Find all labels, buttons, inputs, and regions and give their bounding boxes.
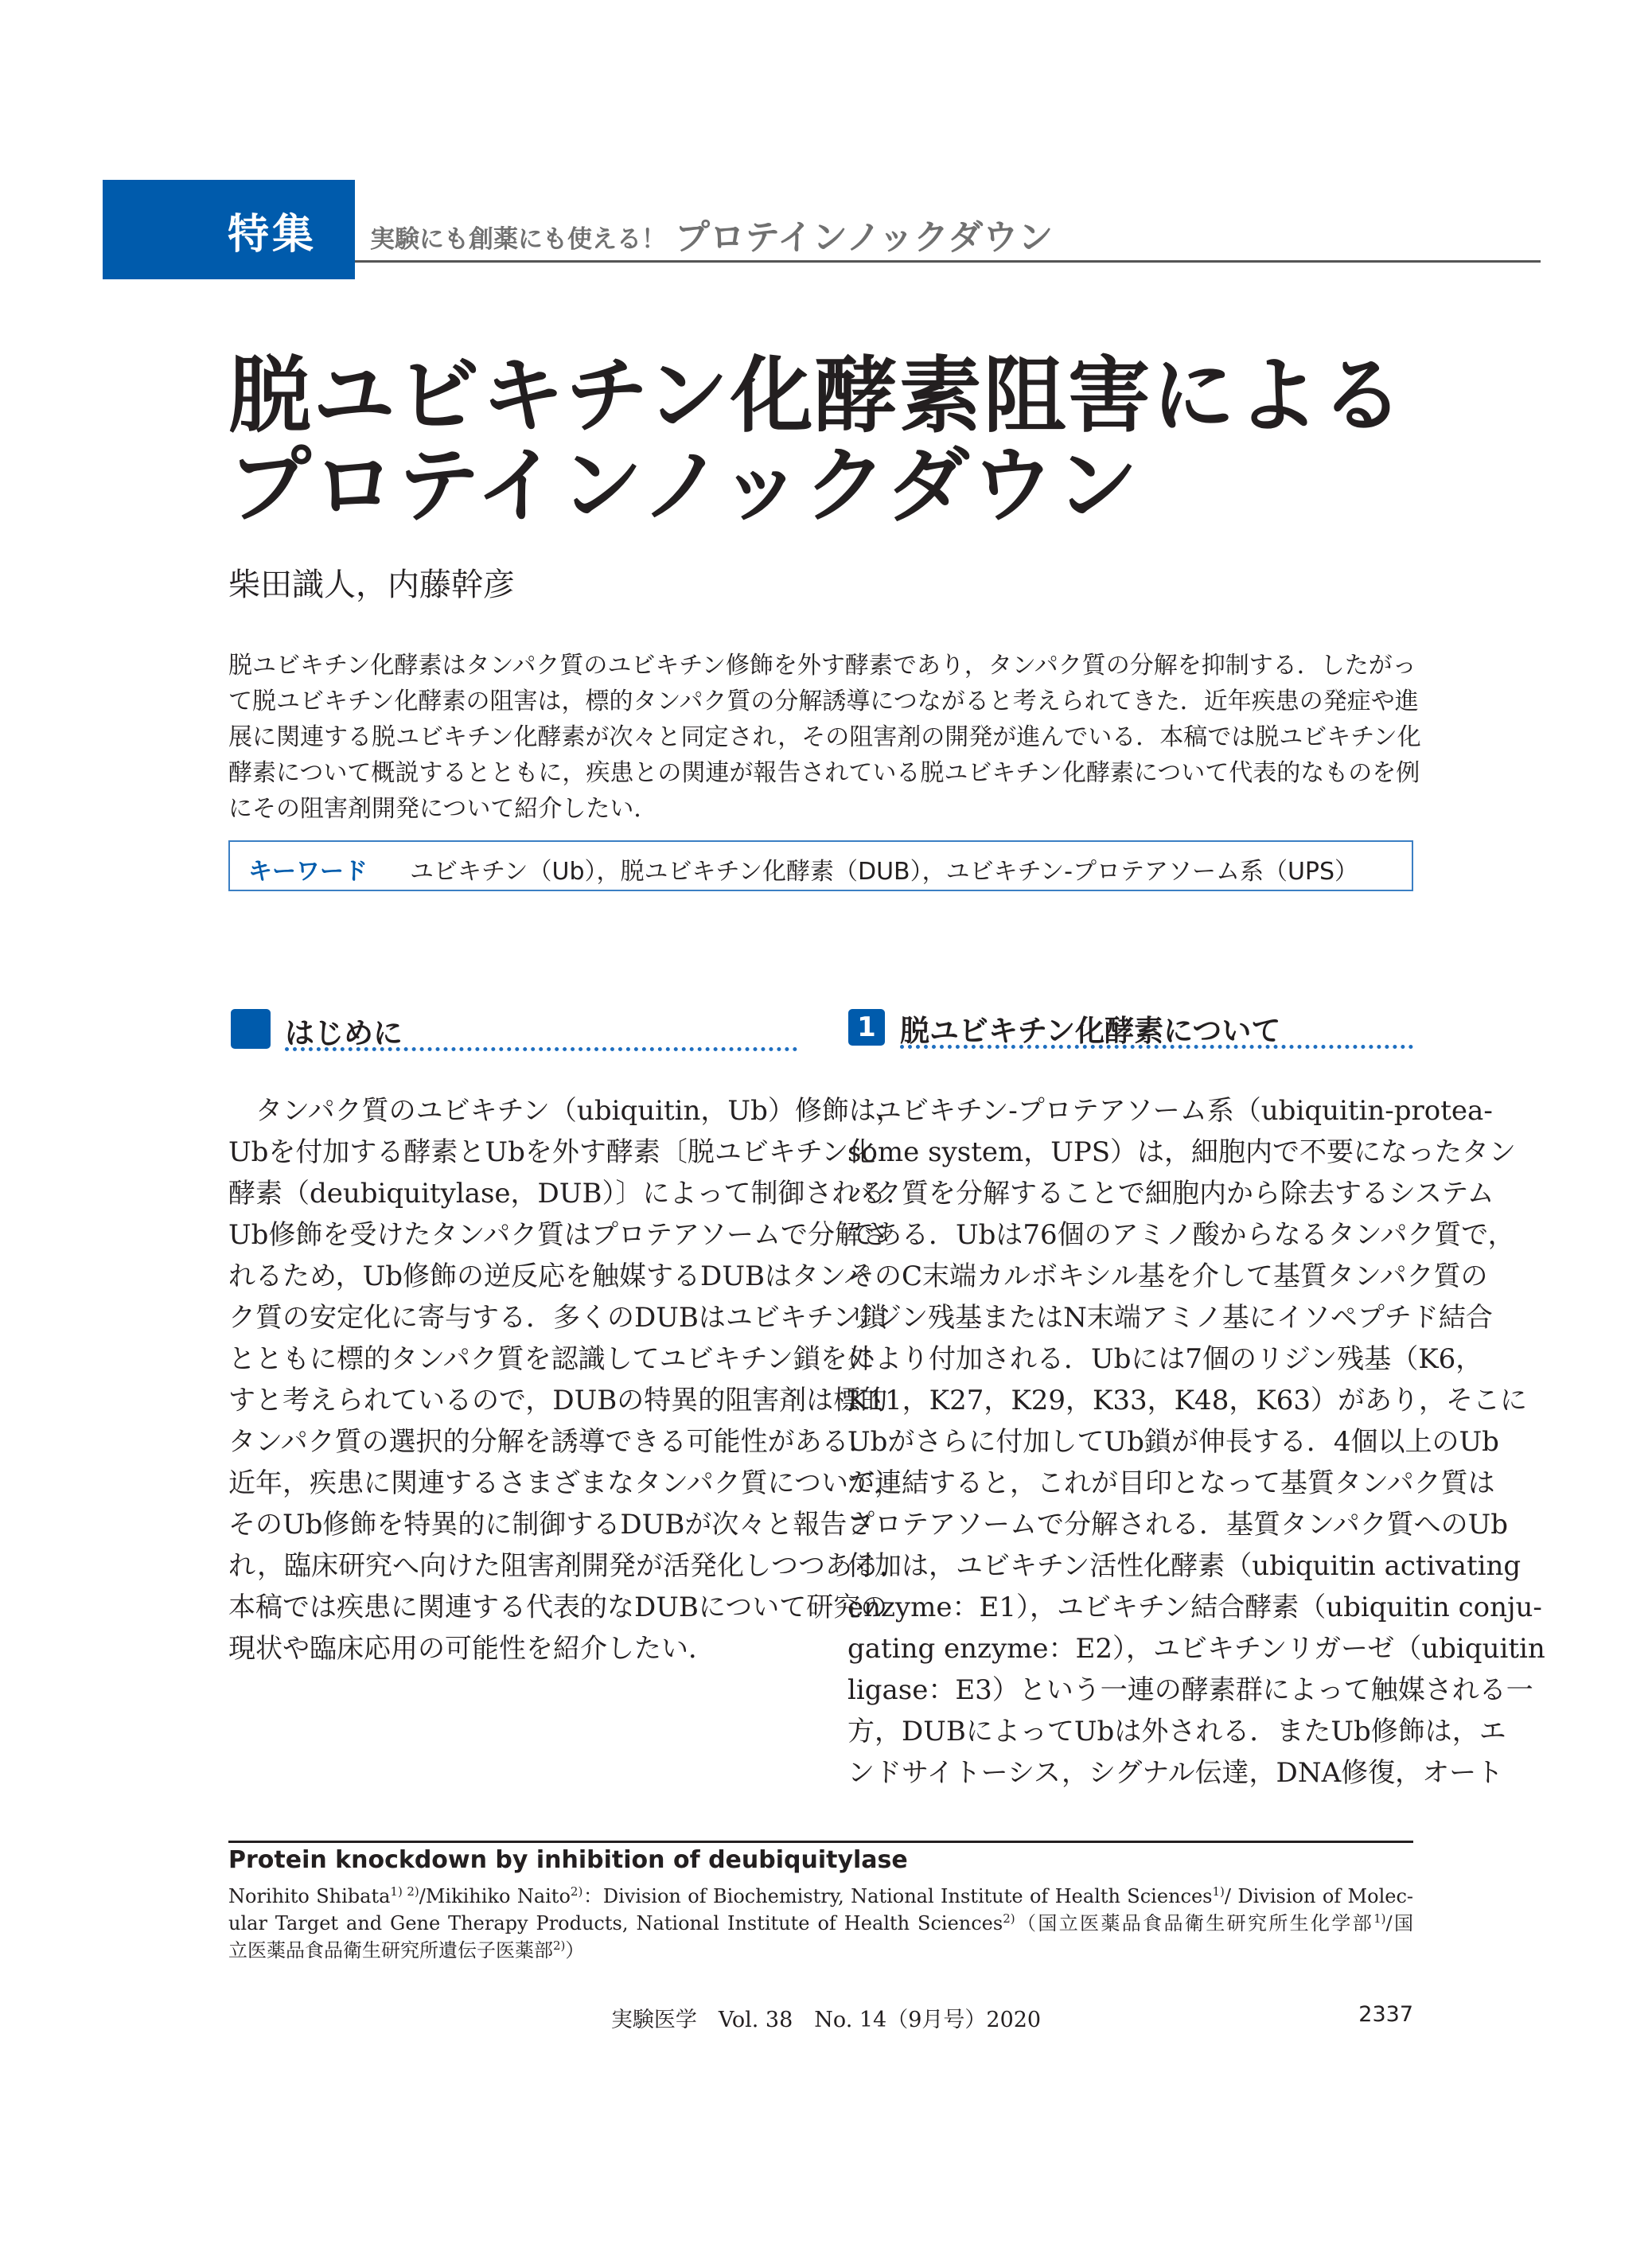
- body-line: れるため，Ub修飾の逆反応を触媒するDUBはタンパ: [228, 1260, 871, 1292]
- body-line: すと考えられているので，DUBの特異的阻害剤は標的: [228, 1385, 888, 1416]
- body-line: Ub修飾を受けたタンパク質はプロテアソームで分解さ: [228, 1219, 890, 1251]
- body-line: enzyme：E1），ユビキチン結合酵素（ubiquitin conju-: [847, 1592, 1542, 1623]
- affiliation-text: ）: [565, 1939, 585, 1962]
- body-line: gating enzyme：E2），ユビキチンリガーゼ（ubiquitin: [847, 1633, 1545, 1665]
- body-line: が連結すると，これが目印となって基質タンパク質は: [847, 1467, 1495, 1499]
- keyword-label: キーワード: [248, 858, 368, 886]
- abstract-line: て脱ユビキチン化酵素の阻害は，標的タンパク質の分解誘導につながると考えられてきた．近年疾患の発症や進: [228, 688, 1419, 715]
- article-title-line-1: 脱ユビキチン化酵素阻害による: [228, 347, 1405, 444]
- affiliation-ref: 1): [1212, 1884, 1225, 1899]
- body-line: 酵素（deubiquitylase，DUB）〕によって制御される．: [228, 1178, 914, 1210]
- author-2: /Mikihiko Naito: [419, 1885, 571, 1907]
- section-marker: [231, 1009, 271, 1049]
- body-line: リジン残基またはN末端アミノ基にイソペプチド結合: [847, 1302, 1493, 1334]
- affiliation-ref: 1): [1373, 1911, 1386, 1926]
- body-line: ンドサイトーシス，シグナル伝達，DNA修復，オート: [847, 1757, 1504, 1789]
- body-line: ユビキチン-プロテアソーム系（ubiquitin-protea-: [875, 1095, 1493, 1127]
- header-rule: [355, 260, 1541, 263]
- abstract-line: にその阻害剤開発について紹介したい．: [228, 795, 658, 823]
- affiliation-ref: 1) 2): [390, 1884, 419, 1899]
- body-line: 現状や臨床応用の可能性を紹介したい．: [228, 1633, 715, 1665]
- article-title-line-2: プロテインノックダウン: [228, 437, 1140, 534]
- affiliation-text: ：Division of Biochemistry, National Institute of Health Sciences: [582, 1885, 1213, 1907]
- body-line: プロテアソームで分解される．基質タンパク質へのUb: [847, 1509, 1509, 1541]
- body-line: タンパク質の選択的分解を誘導できる可能性がある．: [228, 1426, 876, 1458]
- body-line: some system，UPS）は，細胞内で不要になったタン: [847, 1136, 1517, 1168]
- affiliation-text: （国立医薬品食品衛生研究所生化学部: [1015, 1912, 1374, 1934]
- abstract-line: 酵素について概説するとともに，疾患との関連が報告されている脱ユビキチン化酵素について代表的なものを例: [228, 759, 1420, 787]
- section-divider: [285, 1047, 797, 1051]
- section-dub-body: [847, 1090, 1545, 1794]
- series-title: プロテインノックダウン: [675, 217, 1054, 258]
- body-line: Ubを付加する酵素とUbを外す酵素〔脱ユビキチン化: [228, 1136, 876, 1168]
- section-title-intro: はじめに: [285, 1016, 403, 1050]
- body-line: パク質を分解することで細胞内から除去するシステム: [847, 1178, 1494, 1210]
- affiliation-text: 立医薬品食品衛生研究所遺伝子医薬部: [228, 1939, 553, 1962]
- authors: 柴田識人，内藤幹彦: [228, 567, 515, 603]
- body-line: により付加される．Ubには7個のリジン残基（K6，: [847, 1343, 1483, 1375]
- body-line: ligase：E3）という一連の酵素群によって触媒される一: [847, 1674, 1533, 1706]
- section-number-badge: 1: [848, 1009, 885, 1046]
- series-subtitle: 実験にも創薬にも使える！: [370, 225, 666, 254]
- abstract-line: 展に関連する脱ユビキチン化酵素が次々と同定され，その阻害剤の開発が進んでいる．本稿では脱ユビキチン化: [228, 723, 1421, 751]
- journal-footer: 実験医学 Vol. 38 No. 14（9月号）2020: [610, 2008, 1042, 2032]
- body-line: K11，K27，K29，K33，K48，K63）があり，そこに: [847, 1385, 1527, 1416]
- body-line: そのC末端カルボキシル基を介して基質タンパク質の: [847, 1260, 1488, 1292]
- body-line: ク質の安定化に寄与する．多くのDUBはユビキチン鎖: [228, 1302, 887, 1334]
- abstract-line: 脱ユビキチン化酵素はタンパク質のユビキチン修飾を外す酵素であり，タンパク質の分解を抑制する．したがっ: [228, 652, 1416, 680]
- body-line: そのUb修飾を特異的に制御するDUBが次々と報告さ: [228, 1509, 875, 1541]
- affiliation-text: ular Target and Gene Therapy Products, National Institute of Health Sciences: [228, 1912, 1003, 1934]
- body-line: 本稿では疾患に関連する代表的なDUBについて研究の: [228, 1592, 888, 1623]
- affiliation-ref: 2): [553, 1938, 566, 1953]
- affiliation-ref: 2): [1003, 1911, 1015, 1926]
- affiliation-line: [228, 1932, 1413, 1964]
- english-title: Protein knockdown by inhibition of deubiquitylase: [228, 1846, 908, 1874]
- affiliation-text: /国: [1385, 1912, 1413, 1934]
- section-divider: [900, 1045, 1413, 1049]
- section-intro-body: [228, 1090, 914, 1669]
- section-title-dub: 脱ユビキチン化酵素について: [900, 1014, 1281, 1048]
- body-line: れ，臨床研究へ向けた阻害剤開発が活発化しつつある．: [228, 1550, 907, 1582]
- author-1: Norihito Shibata: [228, 1885, 391, 1907]
- affiliation-text: / Division of Molec-: [1224, 1885, 1413, 1907]
- feature-tag: 特集: [228, 211, 318, 259]
- body-line: 近年，疾患に関連するさまざまなタンパク質について，: [228, 1467, 902, 1499]
- affiliation-ref: 2): [570, 1884, 583, 1899]
- keywords: ユビキチン（Ub），脱ユビキチン化酵素（DUB），ユビキチン-プロテアソーム系（UPS）: [410, 858, 1359, 886]
- body-line: である．Ubは76個のアミノ酸からなるタンパク質で，: [847, 1219, 1515, 1251]
- body-line: とともに標的タンパク質を認識してユビキチン鎖を外: [228, 1343, 875, 1375]
- body-line: Ubがさらに付加してUb鎖が伸長する．4個以上のUb: [847, 1426, 1499, 1458]
- footnote-rule: [228, 1841, 1413, 1843]
- page-number: 2337: [1358, 2002, 1413, 2027]
- body-line: 方，DUBによってUbは外される．またUb修飾は，エ: [847, 1716, 1506, 1747]
- body-line: 付加は，ユビキチン活性化酵素（ubiquitin activating: [847, 1550, 1521, 1582]
- body-line: タンパク質のユビキチン（ubiquitin，Ub）修飾は，: [255, 1095, 903, 1127]
